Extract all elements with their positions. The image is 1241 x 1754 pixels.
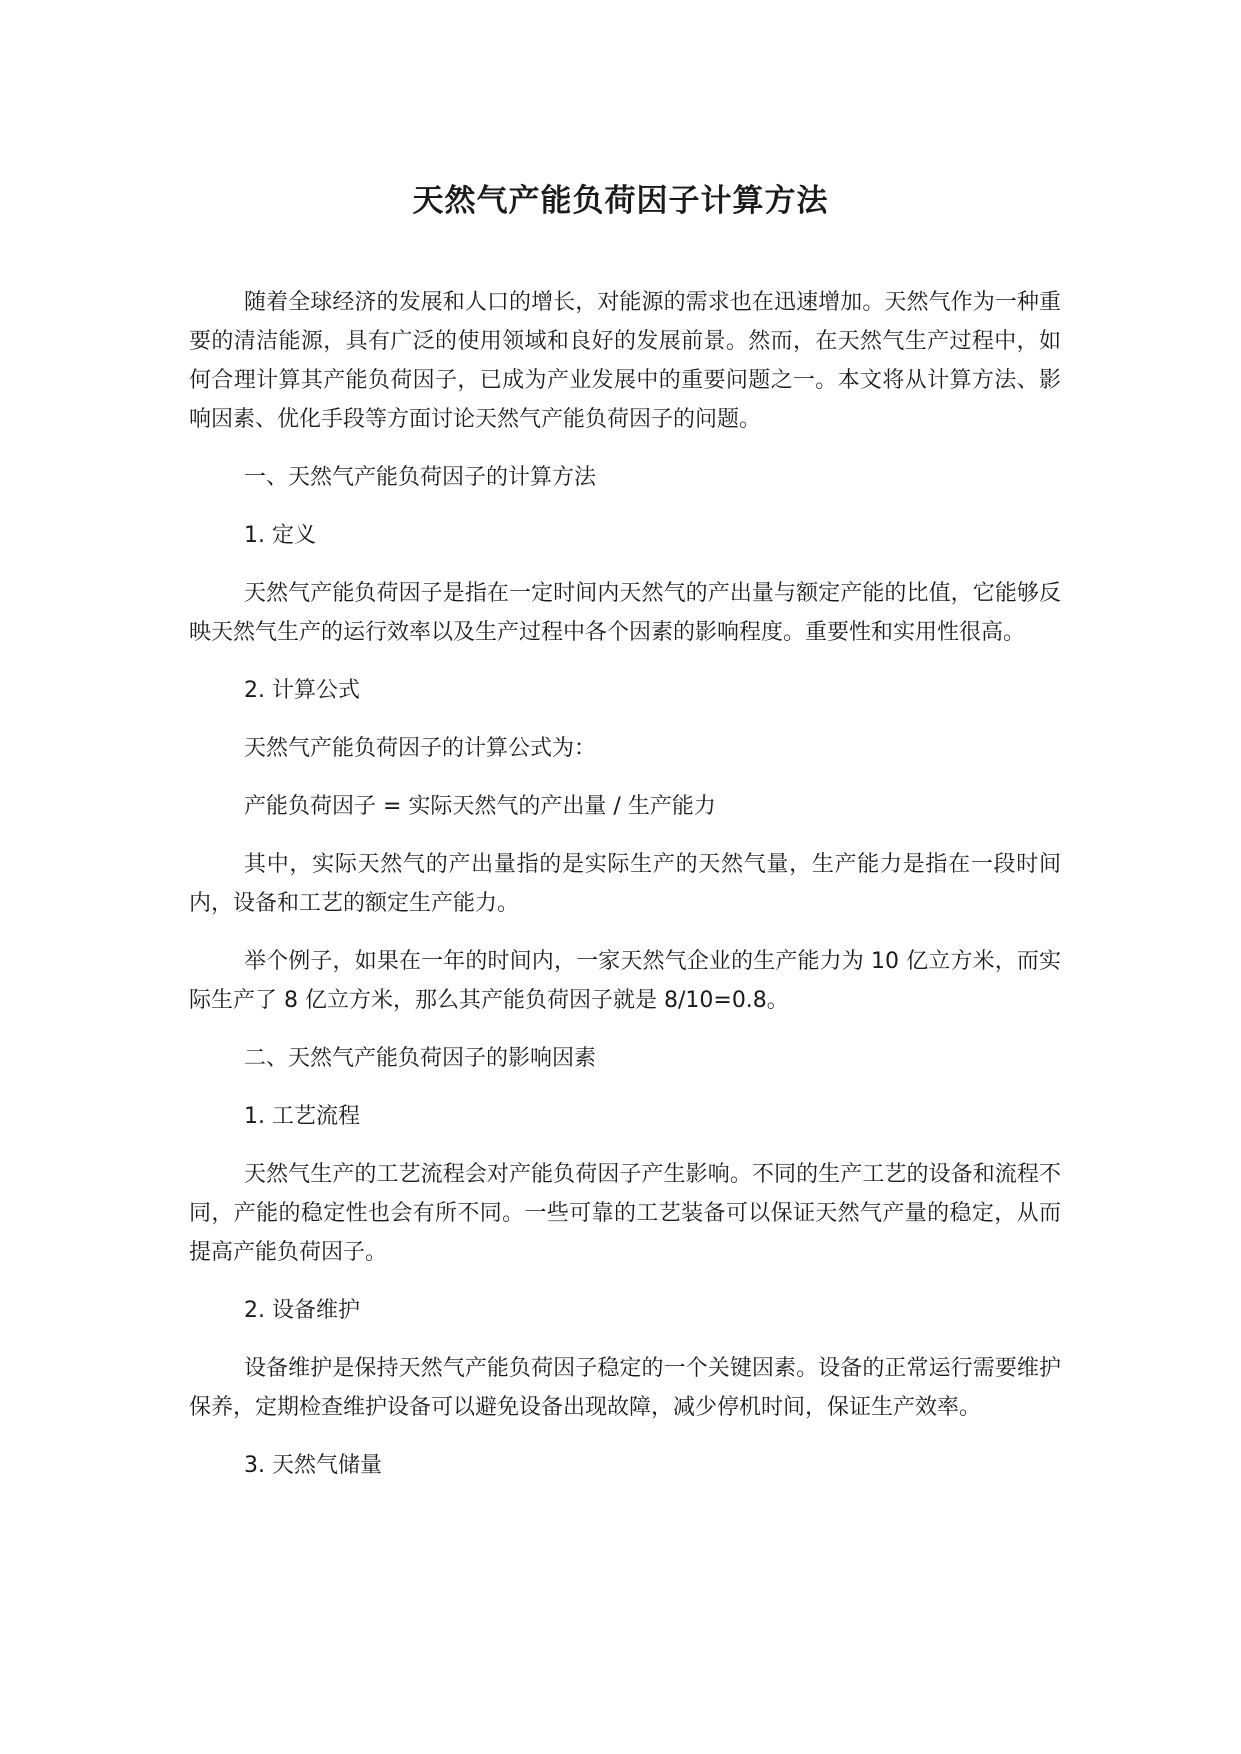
section-heading-2: 二、天然气产能负荷因子的影响因素 [244,1046,597,1071]
subheading-maintenance: 2. 设备维护 [244,1298,360,1323]
formula-explanation: 其中，实际天然气的产出量指的是实际生产的天然气量，生产能力是指在一段时间内，设备和工艺的额定生产能力。 [189,852,1061,916]
formula-line: 产能负荷因子 = 实际天然气的产出量 / 生产能力 [244,794,716,819]
formula-intro: 天然气产能负荷因子的计算公式为： [244,736,597,761]
subheading-reserves: 3. 天然气储量 [244,1453,382,1478]
maintenance-paragraph: 设备维护是保持天然气产能负荷因子稳定的一个关键因素。设备的正常运行需要维护保养，定期检查维护设备可以避免设备出现故障，减少停机时间，保证生产效率。 [189,1356,1061,1420]
definition-paragraph: 天然气产能负荷因子是指在一定时间内天然气的产出量与额定产能的比值，它能够反映天然气生产的运行效率以及生产过程中各个因素的影响程度。重要性和实用性很高。 [189,581,1061,645]
example-paragraph: 举个例子，如果在一年的时间内，一家天然气企业的生产能力为 10 亿立方米，而实际生产了 8 亿立方米，那么其产能负荷因子就是 8/10=0.8。 [189,949,1061,1013]
intro-paragraph: 随着全球经济的发展和人口的增长，对能源的需求也在迅速增加。天然气作为一种重要的清洁能源，具有广泛的使用领域和良好的发展前景。然而，在天然气生产过程中，如何合理计算其产能负荷因子，已成为产业发展中的重要问题之一。本文将从计算方法、影响因素、优化手段等方面讨论天然气产能负荷因子的问题。 [189,290,1061,432]
subheading-formula: 2. 计算公式 [244,678,360,703]
document-title: 天然气产能负荷因子计算方法 [412,183,829,219]
document-body [189,283,1061,1504]
subheading-definition: 1. 定义 [244,523,316,548]
subheading-process: 1. 工艺流程 [244,1104,360,1129]
section-heading-1: 一、天然气产能负荷因子的计算方法 [244,465,597,490]
process-paragraph: 天然气生产的工艺流程会对产能负荷因子产生影响。不同的生产工艺的设备和流程不同，产能的稳定性也会有所不同。一些可靠的工艺装备可以保证天然气产量的稳定，从而提高产能负荷因子。 [189,1162,1061,1265]
